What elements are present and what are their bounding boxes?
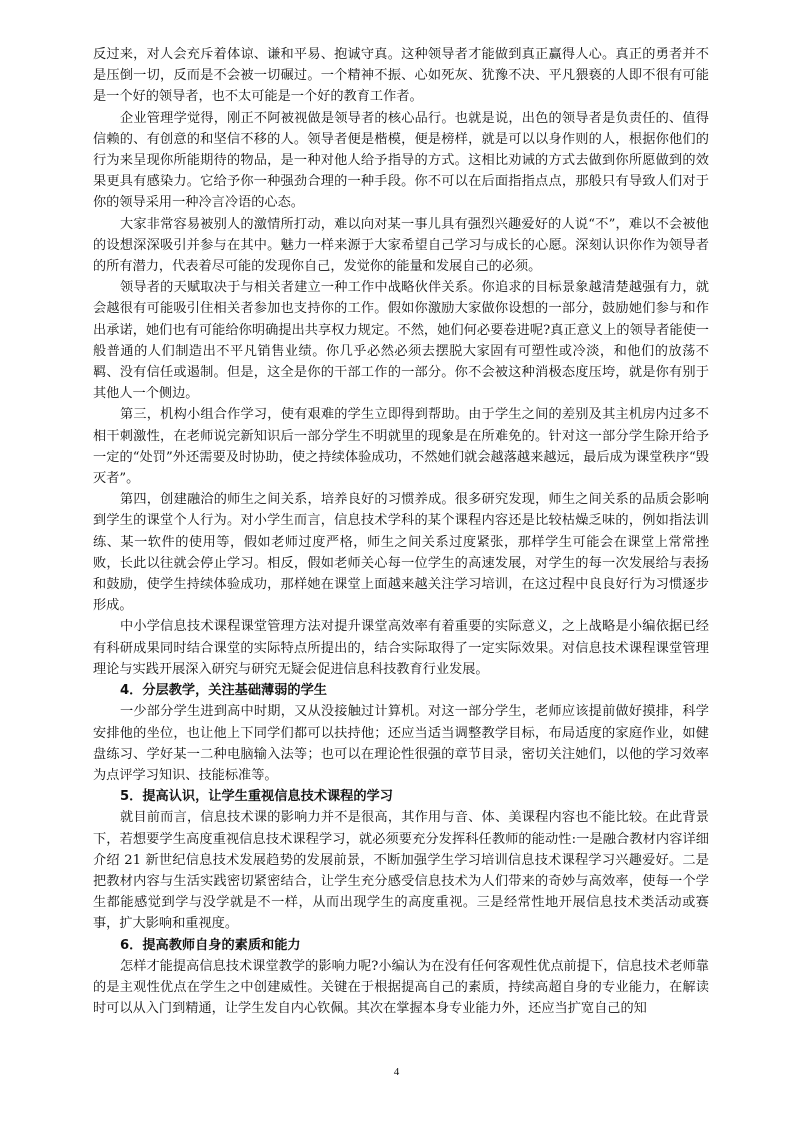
paragraph: 反过来，对人会充斥着体谅、谦和平易、抱诚守真。这种领导者才能做到真正赢得人心。真正的勇者并不是压倒一切，反而是不会被一切碾过。一个精神不振、心如死灰、犹豫不决、平凡猥亵的人即不很有可能是一个好的领导者，也不太可能是一个好的教育工作者。: [93, 47, 709, 105]
document-page: [93, 44, 709, 1019]
paragraph: 怎样才能提高信息技术课堂教学的影响力呢?小编认为在没有任何客观性优点前提下，信息技术老师靠的是主观性优点在学生之中创建威性。关键在于根据提高自己的素质，持续高超自身的专业能力，在解读时可以从入门到精通，让学生发自内心钦佩。其次在掌握本身专业能力外，还应当扩宽自己的知: [93, 958, 709, 1017]
paragraph: 领导者的天赋取决于与相关者建立一种工作中战略伙伴关系。你追求的目标景象越清楚越强有力，就会越很有可能吸引住相关者参加也支持你的工作。假如你激励大家做你设想的一部分，鼓励她们参与和作出承诺，她们也有可能给你明确提出共享权力规定。不然，她们何必要卷进呢?真正意义上的领导者能使一般普通的人们制造出不平凡销售业绩。你几乎必然必须去摆脱大家固有可塑性或冷淡，和他们的放荡不羁、没有信任或遏制。但是，这全是你的干部工作的一部分。你不会被这种消极态度压垮，就是你有别于其他人一个侧边。: [93, 280, 709, 402]
paragraph: 大家非常容易被别人的激情所打动，难以向对某一事儿具有强烈兴趣爱好的人说“不”，难以不会被他的设想深深吸引并参与在其中。魅力一样来源于大家希望自己学习与成长的心愿。深刻认识你作为领导者的所有潜力，代表着尽可能的发现你自己，发觉你的能量和发展自己的必须。: [93, 216, 709, 275]
page-number: 4: [393, 1066, 400, 1078]
section-heading: 4．分层教学，关注基础薄弱的学生: [120, 683, 327, 699]
section-heading: 5．提高认识，让学生重视信息技术课程的学习: [120, 789, 393, 805]
paragraph: 企业管理学觉得，刚正不阿被视做是领导者的核心品行。也就是说，出色的领导者是负责任的、值得信赖的、有创意的和坚信不移的人。领导者便是楷模，便是榜样，就是可以以身作则的人，根据你他们的行为来呈现你所能期待的物品，是一种对他人给予指导的方式。这相比劝诫的方式去做到你所愿做到的效果更具有感染力。它给予你一种强劲合理的一种手段。你不可以在后面指指点点，那般只有导致人们对于你的领导采用一种冷言冷语的心态。: [93, 110, 709, 211]
paragraph: 第四，创建融洽的师生之间关系，培养良好的习惯养成。很多研究发现，师生之间关系的品质会影响到学生的课堂个人行为。对小学生而言，信息技术学科的某个课程内容还是比较枯燥乏味的，例如指法训练、某一软件的使用等，假如老师过度严格，师生之间关系过度紧张，那样学生可能会在课堂上常常挫败，长此以往就会停止学习。相反，假如老师关心每一位学生的高速发展，对学生的每一次发展给与表扬和鼓励，使学生持续体验成功，那样她在课堂上面越来越关注学习培训，在这过程中良良好行为习惯逐步形成。: [93, 492, 709, 614]
paragraph: 第三，机构小组合作学习，使有艰难的学生立即得到帮助。由于学生之间的差别及其主机房内过多不相干刺激性，在老师说完新知识后一部分学生不明就里的现象是在所难免的。针对这一部分学生除开给予一定的“处罚”外还需要及时协助，使之持续体验成功，不然她们就会越落越来越远，最后成为课堂秩序“毁灭者”。: [93, 407, 709, 487]
paragraph: 一少部分学生进到高中时期，又从没接触过计算机。对这一部分学生，老师应该提前做好摸排，科学安排他的坐位，也让他上下同学们都可以扶持他；还应当适当调整教学目标，布局适度的家庭作业，如健盘练习、学好某一二种电脑输入法等；也可以在理论性很强的章节目录，密切关注她们，以他的学习效率为点评学习知识、技能标准等。: [93, 704, 709, 783]
section-heading: 6．提高教师自身的素质和能力: [120, 937, 301, 953]
paragraph: 中小学信息技术课程课堂管理方法对提升课堂高效率有着重要的实际意义，之上战略是小编依据已经有科研成果同时结合课堂的实际特点所提出的，结合实际取得了一定实际效果。对信息技术课程课堂管理理论与实践开展深入研究与研究无疑会促进信息科技教育行业发展。: [93, 619, 709, 677]
paragraph: 就目前而言，信息技术课的影响力并不是很高，其作用与音、体、美课程内容也不能比较。在此背景下，若想要学生高度重视信息技术课程学习，就必须要充分发挥科任教师的能动性:一是融合教材内容详细介绍 21 新世纪信息技术发展趋势的发展前景，不断加强学生学习培训信息技术课程学习兴趣爱好。二是把教材内容与生活实践密切紧密结合，让学生充分感受信息技术为人们带来的奇妙与高效率，使每一个学生都能感觉到学与没学就是不一样，从而出现学生的高度重视。三是经常性地开展信息技术类活动或赛事，扩大影响和重视度。: [93, 810, 709, 932]
